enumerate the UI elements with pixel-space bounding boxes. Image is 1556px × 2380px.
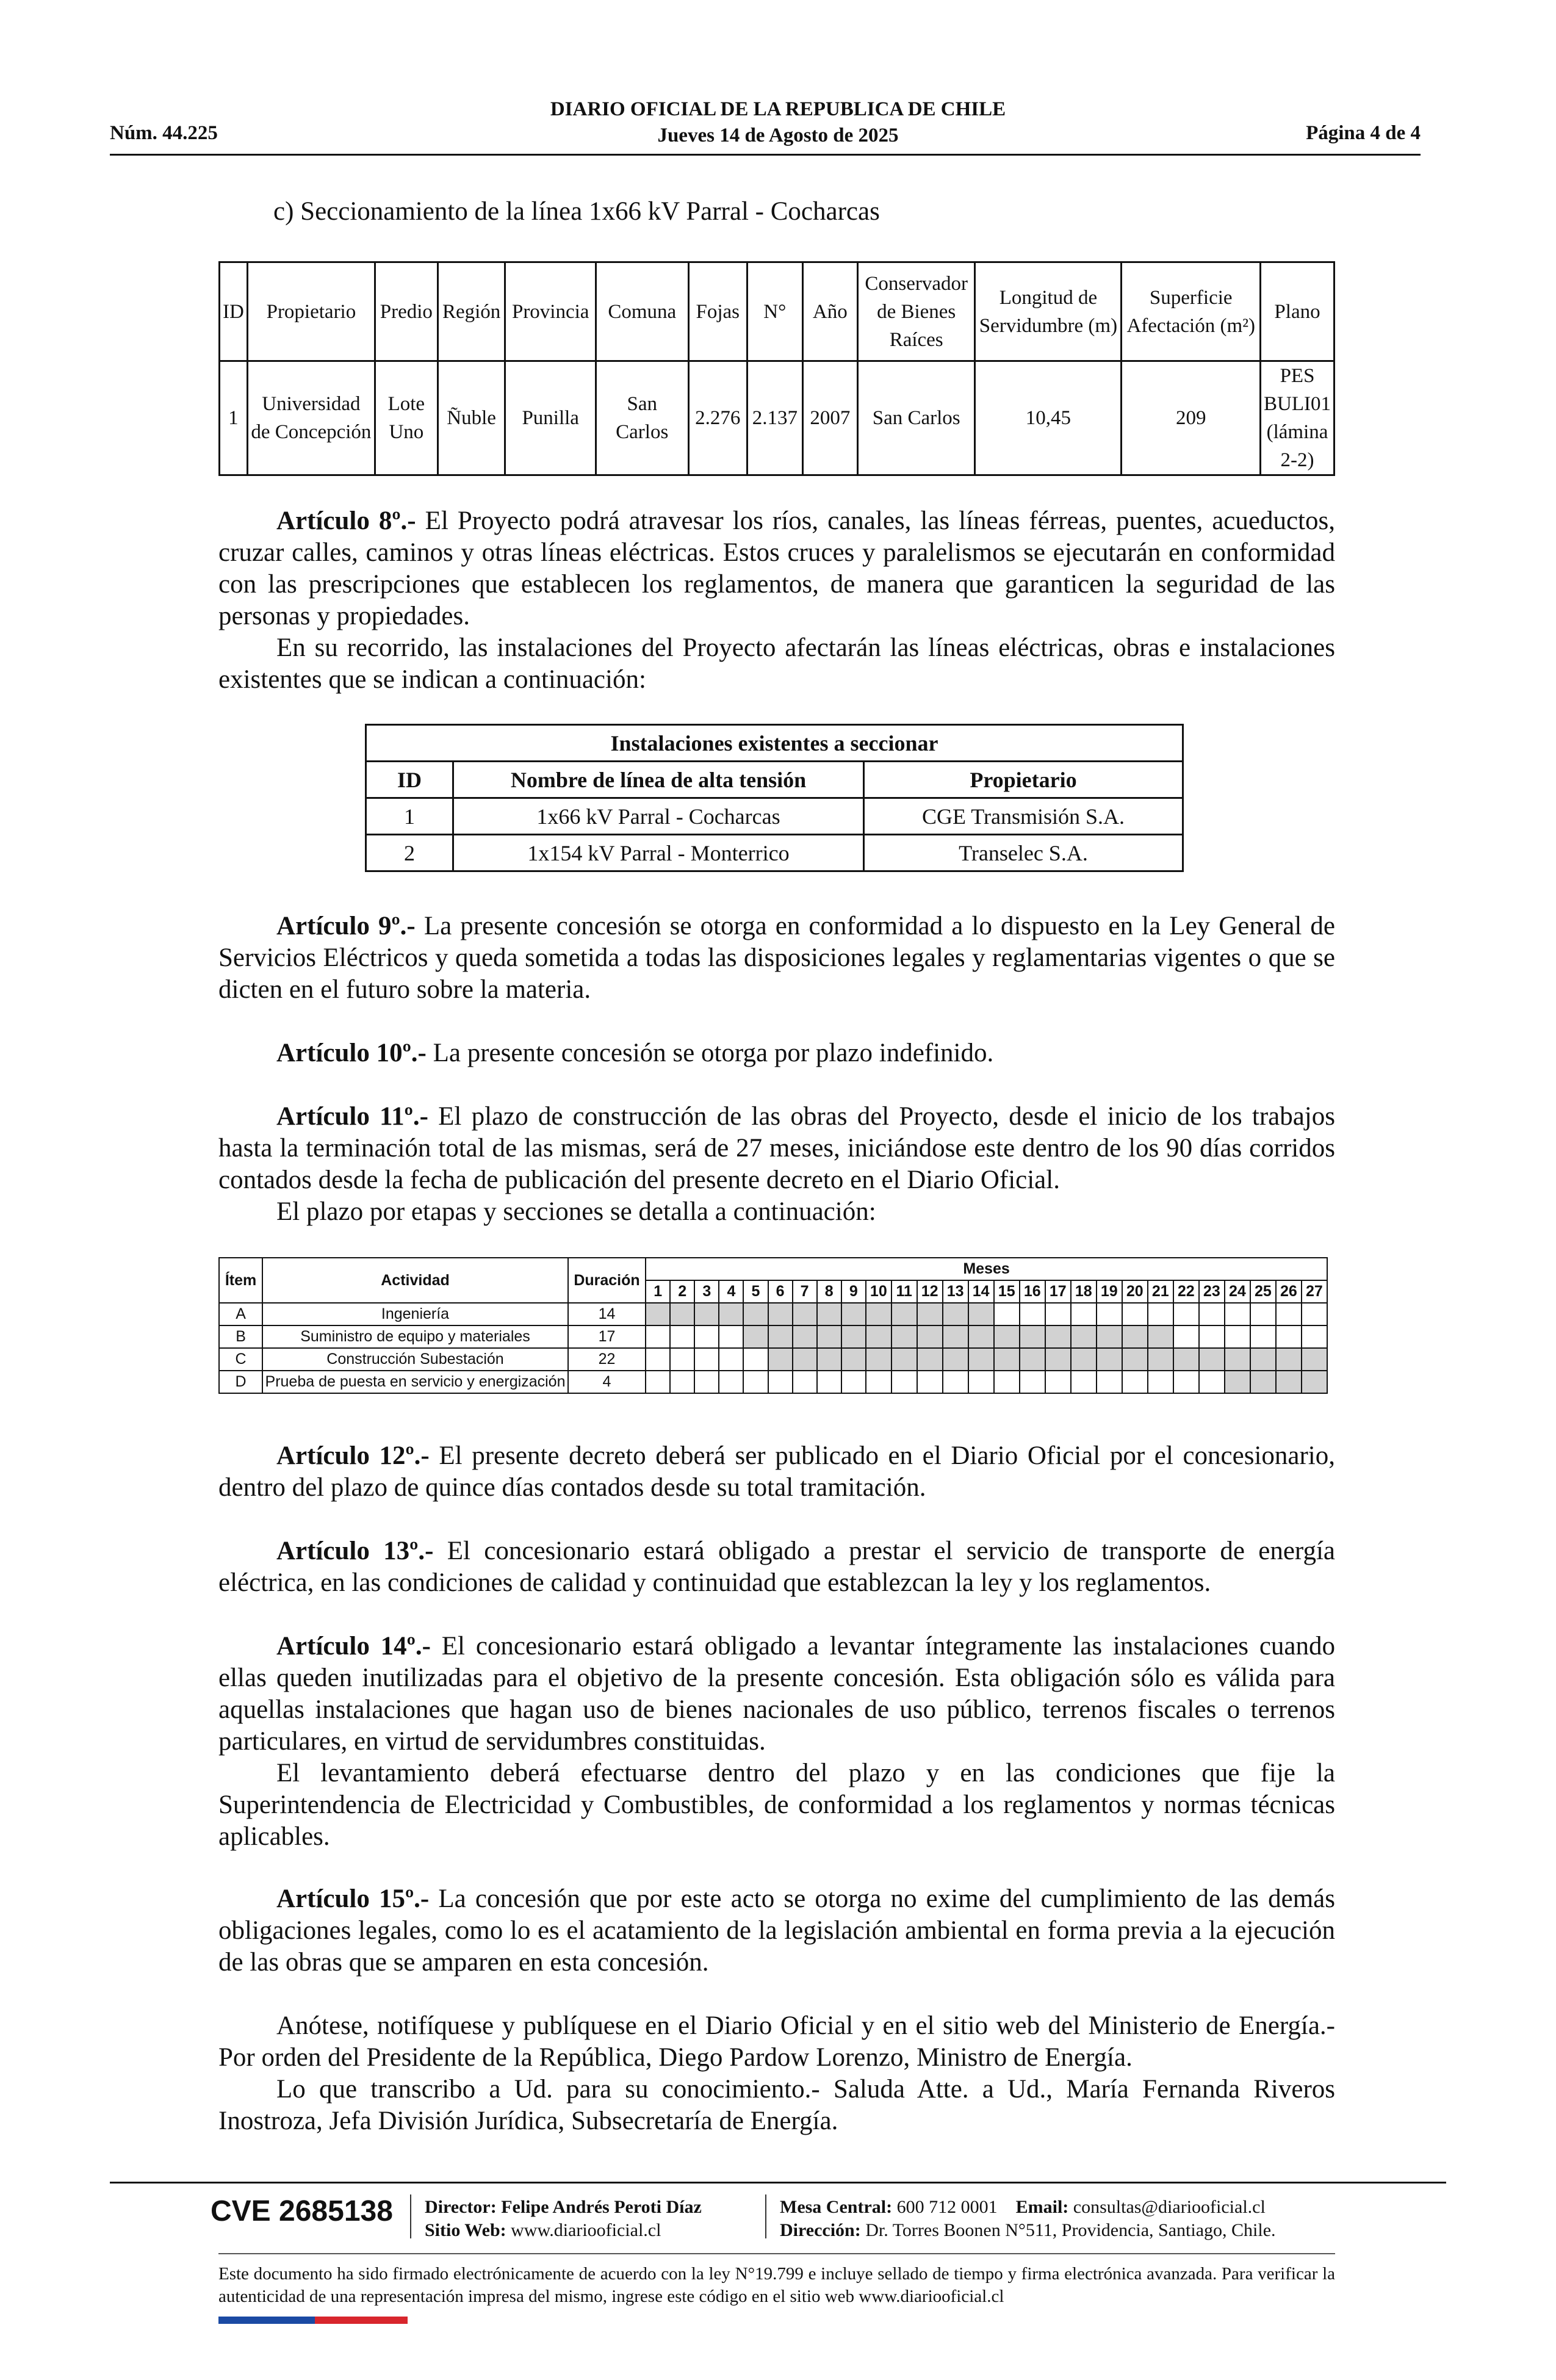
footer-separator <box>410 2194 411 2238</box>
gantt-duration: 17 <box>568 1325 646 1348</box>
gantt-empty-cell <box>670 1348 694 1371</box>
month-header: 12 <box>917 1280 943 1303</box>
col-header: Comuna <box>596 262 688 361</box>
gantt-bar-cell <box>793 1303 817 1325</box>
gantt-bar-cell <box>670 1303 694 1325</box>
gantt-empty-cell <box>1199 1325 1225 1348</box>
gantt-bar-cell <box>943 1348 968 1371</box>
gantt-empty-cell <box>793 1371 817 1393</box>
closing-paragraphs <box>218 2010 1335 2137</box>
cell: 1 <box>220 361 248 475</box>
gantt-bar-cell <box>694 1303 719 1325</box>
gantt-empty-cell <box>694 1348 719 1371</box>
gantt-empty-cell <box>719 1371 743 1393</box>
gantt-bar-cell <box>891 1348 917 1371</box>
gantt-empty-cell <box>1173 1325 1199 1348</box>
gantt-bar-cell <box>968 1325 994 1348</box>
article-text: La presente concesión se otorga en conformidad a lo dispuesto en la Ley General de Servicios Eléctricos y queda sometida a todas las disposiciones legales y reglamentarias vigentes o que se dicten en el futuro sobre la materia. <box>218 912 1336 1004</box>
address-text: Dr. Torres Boonen N°511, Providencia, Santiago, Chile. <box>865 2220 1276 2240</box>
month-header: 13 <box>943 1280 968 1303</box>
article-label: Artículo 12º.- <box>276 1441 430 1470</box>
gantt-row <box>219 1348 1327 1371</box>
footer-divider <box>218 2253 1335 2254</box>
article-label: Artículo 8º.- <box>276 507 416 535</box>
table-row <box>366 798 1183 835</box>
cell: Lote Uno <box>375 361 438 475</box>
closing-text: Anótese, notifíquese y publíquese en el Diario Oficial y en el sitio web del Ministerio de Energía.- Por orden del Presidente de la República, Diego Pardow Lorenzo, Ministro de Energía. <box>218 2011 1335 2072</box>
col-header: Predio <box>375 262 438 361</box>
gantt-bar-cell <box>841 1325 866 1348</box>
gantt-empty-cell <box>1071 1371 1097 1393</box>
footer-divider <box>110 2182 1446 2183</box>
gantt-activity: Construcción Subestación <box>262 1348 568 1371</box>
article-label: Artículo 11º.- <box>276 1102 428 1131</box>
article-label: Artículo 9º.- <box>276 912 416 940</box>
cell: Universidad de Concepción <box>247 361 375 475</box>
gantt-bar-cell <box>917 1325 943 1348</box>
article-12 <box>218 1440 1335 1504</box>
gantt-row <box>219 1303 1327 1325</box>
gantt-empty-cell <box>768 1371 793 1393</box>
gantt-empty-cell <box>1148 1303 1173 1325</box>
article-label: Artículo 13º.- <box>276 1537 434 1565</box>
gantt-empty-cell <box>866 1371 891 1393</box>
footer-director-block <box>425 2196 702 2242</box>
gantt-empty-cell <box>1173 1303 1199 1325</box>
gantt-bar-cell <box>719 1303 743 1325</box>
gantt-empty-cell <box>1199 1371 1225 1393</box>
gantt-bar-cell <box>817 1348 841 1371</box>
col-header-item: Ítem <box>219 1258 262 1303</box>
email-link[interactable]: consultas@diariooficial.cl <box>1073 2197 1266 2217</box>
address-label: Dirección: <box>780 2220 861 2240</box>
month-header: 3 <box>694 1280 719 1303</box>
gantt-bar-cell <box>1225 1348 1250 1371</box>
gantt-bar-cell <box>841 1348 866 1371</box>
header-divider <box>110 154 1421 156</box>
gantt-bar-cell <box>1097 1325 1122 1348</box>
article-text: En su recorrido, las instalaciones del Proyecto afectarán las líneas eléctricas, obras e instalaciones existentes que se indican a continuación: <box>218 633 1335 694</box>
gantt-empty-cell <box>1020 1303 1045 1325</box>
month-header: 4 <box>719 1280 743 1303</box>
col-header: Propietario <box>864 762 1183 798</box>
gantt-bar-cell <box>917 1303 943 1325</box>
month-header: 2 <box>670 1280 694 1303</box>
month-header: 25 <box>1250 1280 1276 1303</box>
cell: 2.276 <box>688 361 747 475</box>
gantt-bar-cell <box>866 1348 891 1371</box>
gantt-bar-cell <box>1045 1348 1071 1371</box>
gantt-empty-cell <box>1071 1303 1097 1325</box>
month-header: 21 <box>1148 1280 1173 1303</box>
cell: Punilla <box>505 361 596 475</box>
newspaper-title: DIARIO OFICIAL DE LA REPUBLICA DE CHILE <box>550 98 1006 120</box>
gantt-bar-cell <box>891 1325 917 1348</box>
cell: San Carlos <box>596 361 688 475</box>
gantt-activity: Suministro de equipo y materiales <box>262 1325 568 1348</box>
gantt-bar-cell <box>1199 1348 1225 1371</box>
cell: Ñuble <box>438 361 505 475</box>
month-header: 10 <box>866 1280 891 1303</box>
cve-code: CVE 2685138 <box>211 2195 393 2227</box>
gantt-bar-cell <box>768 1348 793 1371</box>
article-14 <box>218 1631 1335 1853</box>
gantt-bar-cell <box>1122 1348 1148 1371</box>
gantt-activity: Prueba de puesta en servicio y energización <box>262 1371 568 1393</box>
cell: Transelec S.A. <box>864 835 1183 871</box>
gantt-empty-cell <box>891 1371 917 1393</box>
gantt-bar-cell <box>1302 1348 1327 1371</box>
gantt-empty-cell <box>646 1325 670 1348</box>
gantt-empty-cell <box>646 1371 670 1393</box>
article-label: Artículo 15º.- <box>276 1884 430 1913</box>
col-header: Superficie Afectación (m²) <box>1122 262 1261 361</box>
article-text: El plazo de construcción de las obras del Proyecto, desde el inicio de los trabajos hasta la terminación total de las mismas, será de 27 meses, iniciándose este dentro de los 90 días corridos contados desde la fecha de publicación del presente decreto en el Diario Oficial. <box>218 1102 1335 1194</box>
cell: 209 <box>1122 361 1261 475</box>
footer-contact-block <box>780 2196 1276 2242</box>
col-header: ID <box>220 262 248 361</box>
flag-bar-blue <box>218 2317 315 2324</box>
col-header: Nombre de línea de alta tensión <box>453 762 864 798</box>
section-title: c) Seccionamiento de la línea 1x66 kV Parral - Cocharcas <box>273 197 880 226</box>
gantt-bar-cell <box>646 1303 670 1325</box>
gantt-empty-cell <box>1250 1325 1276 1348</box>
schedule-gantt-table <box>218 1257 1328 1394</box>
month-header: 19 <box>1097 1280 1122 1303</box>
month-header: 9 <box>841 1280 866 1303</box>
gantt-empty-cell <box>1045 1371 1071 1393</box>
col-header: Conservador de Bienes Raíces <box>858 262 975 361</box>
article-text: La concesión que por este acto se otorga no exime del cumplimiento de las demás obligaciones legales, como lo es el acatamiento de la legislación ambiental en forma previa a la ejecución de las obras que se amparen en esta concesión. <box>218 1884 1335 1977</box>
gantt-bar-cell <box>1173 1348 1199 1371</box>
col-header: Propietario <box>247 262 375 361</box>
table-title: Instalaciones existentes a seccionar <box>366 725 1183 762</box>
footer-notice: Este documento ha sido firmado electrónicamente de acuerdo con la ley N°19.799 e incluye sellado de tiempo y firma electrónica avanzada. Para verificar la autenticidad de una representación impresa del mismo, ingrese este código en el sitio web www.diariooficial.cl <box>218 2264 1335 2306</box>
gantt-bar-cell <box>1148 1348 1173 1371</box>
article-label: Artículo 14º.- <box>276 1632 431 1661</box>
gantt-empty-cell <box>968 1371 994 1393</box>
closing-text: Lo que transcribo a Ud. para su conocimiento.- Saluda Atte. a Ud., María Fernanda Riveros Inostroza, Jefa División Jurídica, Subsecretaría de Energía. <box>218 2075 1335 2135</box>
cell: 2.137 <box>747 361 802 475</box>
gantt-empty-cell <box>1097 1371 1122 1393</box>
gantt-bar-cell <box>793 1325 817 1348</box>
gantt-bar-cell <box>1097 1348 1122 1371</box>
gantt-empty-cell <box>994 1371 1020 1393</box>
gantt-empty-cell <box>1225 1325 1250 1348</box>
col-header: Plano <box>1261 262 1334 361</box>
gantt-bar-cell <box>1250 1348 1276 1371</box>
month-header: 20 <box>1122 1280 1148 1303</box>
month-header: 24 <box>1225 1280 1250 1303</box>
month-header: 11 <box>891 1280 917 1303</box>
month-header: 26 <box>1276 1280 1302 1303</box>
col-header: ID <box>366 762 453 798</box>
col-header: Región <box>438 262 505 361</box>
gantt-duration: 4 <box>568 1371 646 1393</box>
col-header-months: Meses <box>646 1258 1327 1280</box>
article-15 <box>218 1883 1335 1978</box>
gantt-empty-cell <box>841 1371 866 1393</box>
gantt-bar-cell <box>968 1303 994 1325</box>
gantt-bar-cell <box>994 1348 1020 1371</box>
gantt-bar-cell <box>768 1303 793 1325</box>
gantt-bar-cell <box>1020 1348 1045 1371</box>
gantt-bar-cell <box>817 1325 841 1348</box>
gantt-bar-cell <box>1250 1371 1276 1393</box>
gantt-empty-cell <box>994 1303 1020 1325</box>
gantt-activity: Ingeniería <box>262 1303 568 1325</box>
gantt-empty-cell <box>743 1348 768 1371</box>
gantt-empty-cell <box>1250 1303 1276 1325</box>
phone-number: 600 712 0001 <box>896 2197 998 2217</box>
gantt-bar-cell <box>743 1325 768 1348</box>
month-header: 22 <box>1173 1280 1199 1303</box>
month-header: 7 <box>793 1280 817 1303</box>
gantt-bar-cell <box>817 1303 841 1325</box>
email-label: Email: <box>1015 2197 1069 2217</box>
gantt-empty-cell <box>1173 1371 1199 1393</box>
gantt-empty-cell <box>670 1371 694 1393</box>
gantt-bar-cell <box>943 1325 968 1348</box>
cell: San Carlos <box>858 361 975 475</box>
article-text: El presente decreto deberá ser publicado en el Diario Oficial por el concesionario, dentro del plazo de quince días contados desde su total tramitación. <box>218 1441 1335 1502</box>
month-header: 6 <box>768 1280 793 1303</box>
cell: 2007 <box>802 361 857 475</box>
gantt-row <box>219 1371 1327 1393</box>
gantt-item: C <box>219 1348 262 1371</box>
gantt-bar-cell <box>1122 1325 1148 1348</box>
col-header: Fojas <box>688 262 747 361</box>
col-header-activity: Actividad <box>262 1258 568 1303</box>
month-header: 15 <box>994 1280 1020 1303</box>
cell: PES BULI01 (lámina 2-2) <box>1261 361 1334 475</box>
footer-separator <box>765 2194 766 2238</box>
month-header: 16 <box>1020 1280 1045 1303</box>
gantt-bar-cell <box>866 1303 891 1325</box>
gantt-empty-cell <box>1276 1303 1302 1325</box>
website-label: Sitio Web: <box>425 2220 506 2240</box>
gantt-bar-cell <box>1276 1371 1302 1393</box>
gantt-empty-cell <box>670 1325 694 1348</box>
article-text: El concesionario estará obligado a levantar íntegramente las instalaciones cuando ellas queden inutilizadas para el objetivo de la presente concesión. Esta obligación sólo es válida para aquellas instalaciones que hagan uso de bienes nacionales de uso público, terrenos fiscales o terrenos particulares, en virtud de servidumbres constituidas. <box>218 1632 1335 1756</box>
month-header: 27 <box>1302 1280 1327 1303</box>
phone-label: Mesa Central: <box>780 2197 893 2217</box>
table-row <box>220 361 1334 475</box>
gantt-bar-cell <box>1276 1348 1302 1371</box>
month-header: 8 <box>817 1280 841 1303</box>
cell: 1x66 kV Parral - Cocharcas <box>453 798 864 835</box>
gantt-empty-cell <box>1097 1303 1122 1325</box>
article-10 <box>218 1037 1335 1069</box>
gantt-item: B <box>219 1325 262 1348</box>
article-text: El concesionario estará obligado a prestar el servicio de transporte de energía eléctrica, en las condiciones de calidad y continuidad que establezcan la ley y los reglamentos. <box>218 1537 1335 1597</box>
article-11 <box>218 1101 1335 1228</box>
director-name: Felipe Andrés Peroti Díaz <box>501 2197 702 2217</box>
gantt-empty-cell <box>943 1371 968 1393</box>
gantt-empty-cell <box>694 1371 719 1393</box>
gantt-bar-cell <box>1148 1325 1173 1348</box>
col-header: Provincia <box>505 262 596 361</box>
page-number: Página 4 de 4 <box>1306 122 1421 144</box>
gantt-empty-cell <box>694 1325 719 1348</box>
col-header-duration: Duración <box>568 1258 646 1303</box>
gantt-empty-cell <box>1225 1303 1250 1325</box>
article-text: La presente concesión se otorga por plazo indefinido. <box>433 1039 994 1067</box>
director-label: Director: <box>425 2197 497 2217</box>
article-9 <box>218 911 1335 1006</box>
existing-installations-table <box>365 724 1184 872</box>
gantt-item: D <box>219 1371 262 1393</box>
col-header: N° <box>747 262 802 361</box>
gantt-bar-cell <box>994 1325 1020 1348</box>
gantt-bar-cell <box>1071 1325 1097 1348</box>
gantt-bar-cell <box>1071 1348 1097 1371</box>
gantt-bar-cell <box>768 1325 793 1348</box>
gantt-bar-cell <box>841 1303 866 1325</box>
cell: CGE Transmisión S.A. <box>864 798 1183 835</box>
gantt-bar-cell <box>743 1303 768 1325</box>
article-13 <box>218 1535 1335 1599</box>
gantt-empty-cell <box>1302 1325 1327 1348</box>
cell: 10,45 <box>975 361 1122 475</box>
gantt-empty-cell <box>646 1348 670 1371</box>
flag-bar-red <box>315 2317 408 2324</box>
gantt-row <box>219 1325 1327 1348</box>
article-text: El levantamiento deberá efectuarse dentro del plazo y en las condiciones que fije la Superintendencia de Electricidad y Combustibles, de conformidad a los reglamentos y normas técnicas aplicables. <box>218 1759 1335 1851</box>
gantt-bar-cell <box>1020 1325 1045 1348</box>
gantt-bar-cell <box>917 1348 943 1371</box>
month-header: 1 <box>646 1280 670 1303</box>
article-text: El Proyecto podrá atravesar los ríos, canales, las líneas férreas, puentes, acueductos, cruzar calles, caminos y otras líneas eléctricas. Estos cruces y paralelismos se ejecutarán en conformidad con las prescripciones que establecen los reglamentos, de manera que garanticen la seguridad de las personas y propiedades. <box>218 507 1335 630</box>
gantt-bar-cell <box>968 1348 994 1371</box>
gantt-empty-cell <box>1122 1371 1148 1393</box>
month-header: 23 <box>1199 1280 1225 1303</box>
cell: 2 <box>366 835 453 871</box>
month-header: 5 <box>743 1280 768 1303</box>
website-link[interactable]: www.diariooficial.cl <box>511 2220 661 2240</box>
gantt-empty-cell <box>1020 1371 1045 1393</box>
gantt-empty-cell <box>743 1371 768 1393</box>
gantt-bar-cell <box>891 1303 917 1325</box>
article-text: El plazo por etapas y secciones se detalla a continuación: <box>276 1197 876 1226</box>
gantt-duration: 22 <box>568 1348 646 1371</box>
gantt-empty-cell <box>917 1371 943 1393</box>
gantt-empty-cell <box>1045 1303 1071 1325</box>
gantt-bar-cell <box>1045 1325 1071 1348</box>
gantt-bar-cell <box>793 1348 817 1371</box>
gantt-bar-cell <box>1302 1371 1327 1393</box>
gantt-empty-cell <box>1302 1303 1327 1325</box>
table-header-row <box>220 262 1334 361</box>
table-row <box>366 835 1183 871</box>
gantt-empty-cell <box>1148 1371 1173 1393</box>
gantt-empty-cell <box>719 1348 743 1371</box>
month-header: 14 <box>968 1280 994 1303</box>
month-header: 17 <box>1045 1280 1071 1303</box>
gantt-bar-cell <box>1225 1371 1250 1393</box>
cell: 1 <box>366 798 453 835</box>
col-header: Longitud de Servidumbre (m) <box>975 262 1122 361</box>
easement-table <box>218 261 1335 476</box>
article-8 <box>218 505 1335 696</box>
gantt-duration: 14 <box>568 1303 646 1325</box>
gantt-empty-cell <box>1199 1303 1225 1325</box>
gantt-item: A <box>219 1303 262 1325</box>
cell: 1x154 kV Parral - Monterrico <box>453 835 864 871</box>
issue-date: Jueves 14 de Agosto de 2025 <box>657 124 899 146</box>
col-header: Año <box>802 262 857 361</box>
gantt-empty-cell <box>1122 1303 1148 1325</box>
article-label: Artículo 10º.- <box>276 1039 427 1067</box>
gantt-bar-cell <box>943 1303 968 1325</box>
gantt-empty-cell <box>1276 1325 1302 1348</box>
gantt-empty-cell <box>817 1371 841 1393</box>
month-header: 18 <box>1071 1280 1097 1303</box>
issue-number: Núm. 44.225 <box>110 122 218 144</box>
gantt-bar-cell <box>866 1325 891 1348</box>
gantt-empty-cell <box>719 1325 743 1348</box>
